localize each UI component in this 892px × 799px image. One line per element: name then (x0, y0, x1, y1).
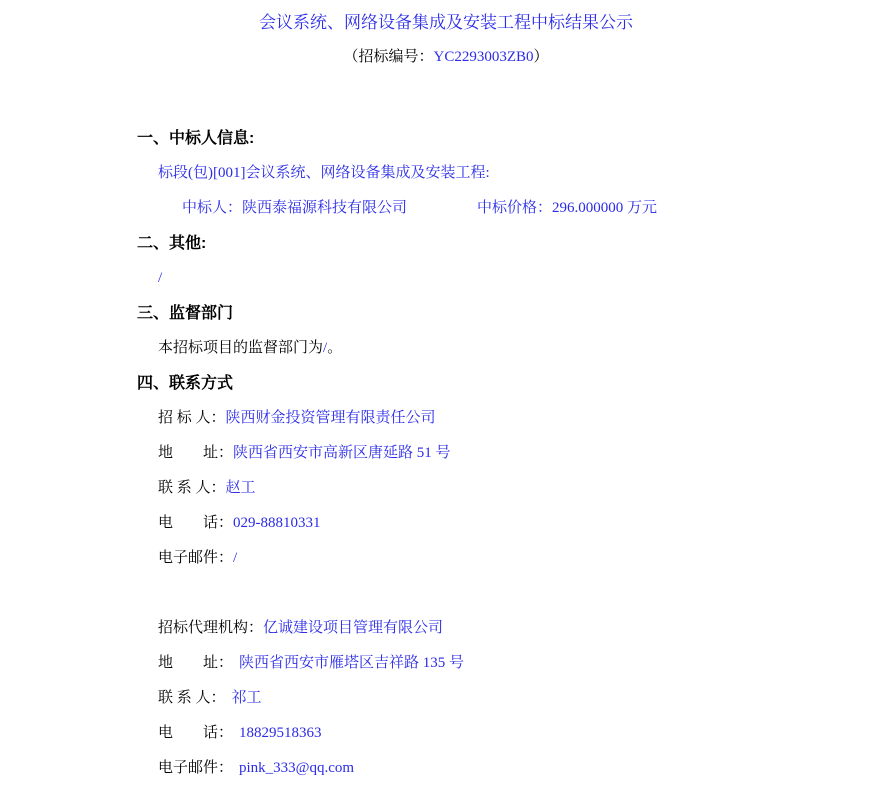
tenderer-address-value: 陕西省西安市高新区唐延路 51 号 (233, 445, 451, 461)
tenderer-contact-value: 赵工 (225, 480, 256, 496)
other-value: / (158, 270, 163, 286)
package-line: 标段(包)[001]会议系统、网络设备集成及安装工程: (158, 165, 490, 181)
section-supervision-heading: 三、监督部门 (137, 305, 234, 322)
agency-name-value: 亿诚建设项目管理有限公司 (263, 620, 444, 636)
tender-number-suffix: ） (533, 49, 549, 65)
agency-name-row (158, 611, 892, 646)
page-title: 会议系统、网络设备集成及安装工程中标结果公示 (259, 13, 633, 32)
section-winner-heading: 一、中标人信息: (137, 130, 255, 147)
tenderer-phone-label: 电 话： (158, 515, 234, 531)
winner-label: 中标人： (182, 200, 243, 216)
agency-phone-value: 18829518363 (239, 725, 322, 741)
agency-address-row (158, 646, 892, 681)
supervision-suffix: 。 (327, 340, 343, 356)
tenderer-contact-label: 联 系 人： (158, 480, 226, 496)
tenderer-name-label: 招 标 人： (158, 410, 226, 426)
supervision-prefix: 本招标项目的监督部门为 (158, 340, 324, 356)
agency-email-row (158, 751, 892, 786)
section-other-heading: 二、其他: (137, 235, 207, 252)
tenderer-phone-row (158, 506, 892, 541)
blank-line (0, 576, 892, 611)
spacer (0, 75, 892, 121)
tenderer-email-row (158, 541, 892, 576)
section-contact-heading: 四、联系方式 (137, 375, 234, 392)
tenderer-name-row (158, 401, 892, 436)
supervision-line (158, 331, 892, 366)
agency-address-label: 地 址： (158, 655, 234, 671)
tenderer-email-value: / (233, 550, 238, 566)
tenderer-name-value: 陕西财金投资管理有限责任公司 (225, 410, 436, 426)
winner-value: 陕西泰福源科技有限公司 (242, 200, 408, 216)
tenderer-phone-value: 029-88810331 (233, 515, 321, 531)
price-value: 296.000000 万元 (552, 200, 658, 216)
tender-number-prefix: （招标编号： (343, 49, 434, 65)
agency-address-value: 陕西省西安市雁塔区吉祥路 135 号 (239, 655, 465, 671)
agency-email-value: pink_333@qq.com (239, 760, 355, 776)
winner-price-line (182, 191, 892, 226)
agency-name-label: 招标代理机构： (158, 620, 264, 636)
agency-phone-label: 电 话： (158, 725, 234, 741)
tender-number-line (0, 40, 892, 75)
tenderer-address-label: 地 址： (158, 445, 234, 461)
price-label: 中标价格： (477, 200, 553, 216)
tenderer-address-row (158, 436, 892, 471)
supervision-value: / (323, 340, 328, 356)
agency-contact-label: 联 系 人： (158, 690, 226, 706)
tender-number-code: YC2293003ZB0 (433, 49, 534, 65)
agency-email-label: 电子邮件： (158, 760, 234, 776)
tenderer-contact-row (158, 471, 892, 506)
agency-phone-row (158, 716, 892, 751)
agency-contact-row (158, 681, 892, 716)
tenderer-email-label: 电子邮件： (158, 550, 234, 566)
agency-contact-value: 祁工 (231, 690, 262, 706)
